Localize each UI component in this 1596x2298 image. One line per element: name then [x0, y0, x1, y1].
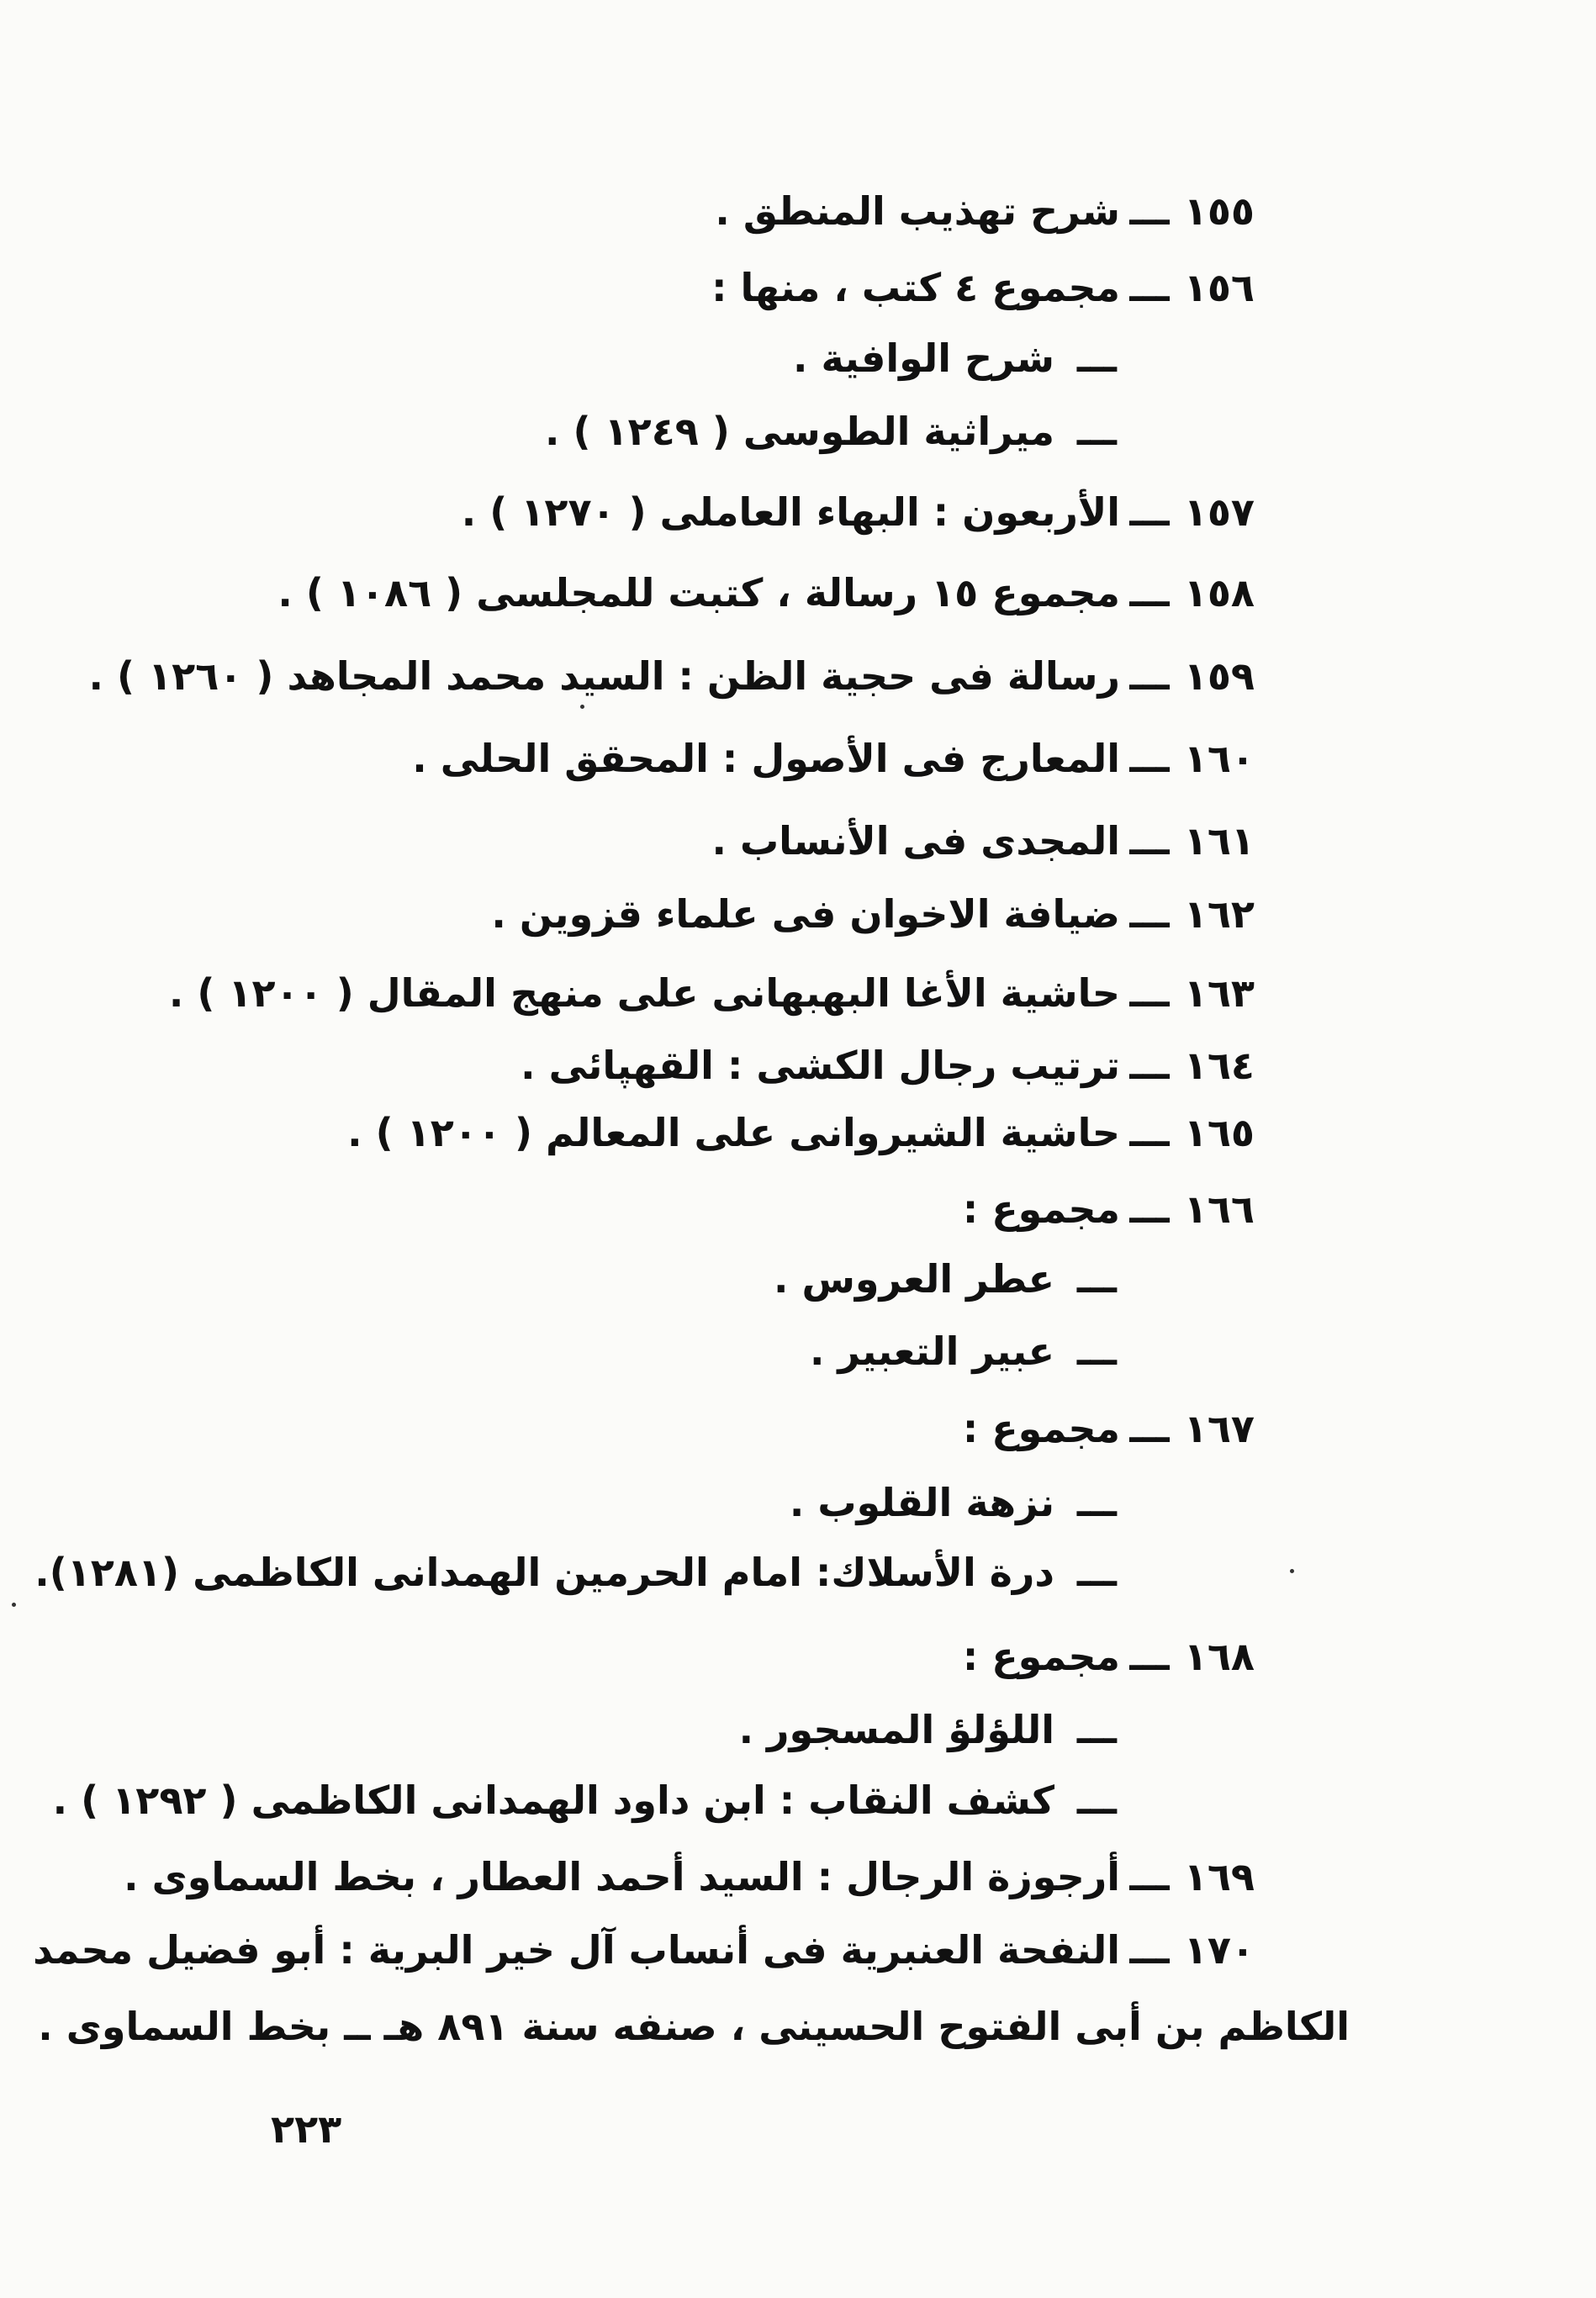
entry-165: [347, 1110, 1255, 1155]
entry-title: حاشية الشيروانى على المعالم ( ١٢٠٠ ) .: [347, 1110, 1120, 1155]
entry-dash: ـــ: [1076, 335, 1117, 381]
entry-dash: ـــ: [1129, 489, 1170, 535]
entry-number: ١٥٩: [1183, 653, 1255, 699]
sub-entry-title: عبير التعبير .: [809, 1329, 1054, 1374]
entry-title: المجدى فى الأنساب .: [711, 818, 1120, 864]
entry-dash: ـــ: [1129, 736, 1170, 781]
entry-dash: ـــ: [1129, 970, 1170, 1016]
entry-dash: ـــ: [1129, 1043, 1170, 1088]
entry-title: مجموع ٤ كتب ، منها :: [711, 265, 1120, 310]
sub-entry: [52, 1778, 1117, 1823]
entry-158: [277, 570, 1255, 615]
entry-number: ١٦٥: [1183, 1110, 1255, 1155]
entry-title: مجموع ١٥ رسالة ، كتبت للمجلسى ( ١٠٨٦ ) .: [277, 570, 1120, 615]
entry-160: [412, 736, 1255, 781]
entry-dash: ـــ: [1129, 1110, 1170, 1155]
entry-167: [962, 1406, 1255, 1451]
entry-number: ١٦٣: [1183, 970, 1255, 1016]
entry-162: [491, 891, 1255, 937]
entry-number: ١٦٨: [1183, 1634, 1255, 1679]
scan-speck: [12, 1603, 16, 1607]
entry-number: ١٦٤: [1183, 1043, 1255, 1088]
entry-title: الأربعون : البهاء العاملى ( ١٢٧٠ ) .: [461, 489, 1120, 535]
entry-title: ترتيب رجال الكشى : القهپائى .: [521, 1043, 1120, 1088]
entry-161: [711, 818, 1255, 864]
entry-number: ١٦٠: [1183, 736, 1255, 781]
sub-entry-title: نزهة القلوب .: [789, 1480, 1054, 1525]
entry-number: ١٦٩: [1183, 1854, 1255, 1899]
entry-number: ١٧٠: [1183, 1927, 1255, 1973]
entry-title: مجموع :: [962, 1186, 1120, 1232]
sub-entry: [738, 1707, 1117, 1752]
sub-entry-title: عطر العروس .: [773, 1256, 1054, 1302]
entry-number: ١٥٥: [1183, 188, 1255, 234]
entry-number: ١٦٦: [1183, 1186, 1255, 1232]
entry-title: النفحة العنبرية فى أنساب آل خير البرية : أبو فضيل محمد: [33, 1927, 1120, 1973]
entry-number: ١٦٢: [1183, 891, 1255, 937]
entry-number: ١٥٦: [1183, 265, 1255, 310]
entry-dash: ـــ: [1129, 1634, 1170, 1679]
entry-166: [962, 1186, 1255, 1232]
entry-163: [168, 970, 1255, 1016]
scan-speck: [580, 705, 584, 709]
entry-number: ١٦٧: [1183, 1406, 1255, 1451]
sub-entry: [789, 1480, 1117, 1525]
entry-dash: ـــ: [1129, 1854, 1170, 1899]
sub-entry-title: درة الأسلاك: امام الحرمين الهمدانى الكاظمى (١٢٨١).: [34, 1550, 1054, 1595]
entry-dash: ـــ: [1076, 1480, 1117, 1525]
entry-number: ١٥٧: [1183, 489, 1255, 535]
entry-164: [521, 1043, 1255, 1088]
sub-entry-title: كشف النقاب : ابن داود الهمدانى الكاظمى ( ١٢٩٢ ) .: [52, 1778, 1054, 1823]
entry-dash: ـــ: [1129, 653, 1170, 699]
sub-entry-title: شرح الوافية .: [793, 335, 1054, 381]
entry-168: [962, 1634, 1255, 1679]
scan-speck: [1290, 1569, 1294, 1573]
entry-dash: ـــ: [1076, 1256, 1117, 1302]
entry-dash: ـــ: [1076, 1550, 1117, 1595]
entry-title: أرجوزة الرجال : السيد أحمد العطار ، بخط السماوى .: [124, 1854, 1120, 1899]
entry-title: المعارج فى الأصول : المحقق الحلى .: [412, 736, 1120, 781]
entry-dash: ـــ: [1129, 818, 1170, 864]
entry-dash: ـــ: [1129, 1927, 1170, 1973]
entry-157: [461, 489, 1255, 535]
page-number: ٢٢٣: [271, 2106, 342, 2152]
entry-170-continuation: الكاظم بن أبى الفتوح الحسينى ، صنفه سنة ٨٩١ هـ ــ بخط السماوى .: [38, 2004, 1350, 2049]
entry-dash: ـــ: [1129, 265, 1170, 310]
entry-dash: ـــ: [1076, 409, 1117, 454]
sub-entry: [793, 335, 1117, 381]
entry-title: ضيافة الاخوان فى علماء قزوين .: [491, 891, 1120, 937]
entry-number: ١٥٨: [1183, 570, 1255, 615]
entry-155: [715, 188, 1255, 234]
entry-title: مجموع :: [962, 1634, 1120, 1679]
entry-title: شرح تهذيب المنطق .: [715, 188, 1120, 234]
entry-dash: ـــ: [1129, 1186, 1170, 1232]
entry-dash: ـــ: [1129, 188, 1170, 234]
sub-entry-title: اللؤلؤ المسجور .: [738, 1707, 1054, 1752]
entry-170: [33, 1927, 1255, 1973]
sub-entry: [34, 1550, 1117, 1595]
sub-entry: [545, 409, 1117, 454]
sub-entry-title: ميراثية الطوسى ( ١٢٤٩ ) .: [545, 409, 1054, 454]
entry-dash: ـــ: [1076, 1329, 1117, 1374]
sub-entry: [809, 1329, 1117, 1374]
entry-number: ١٦١: [1183, 818, 1255, 864]
entry-156: [711, 265, 1255, 310]
entry-169: [124, 1854, 1255, 1899]
entry-title: حاشية الأغا البهبهانى على منهج المقال ( ١٢٠٠ ) .: [168, 970, 1120, 1016]
entry-dash: ـــ: [1076, 1778, 1117, 1823]
sub-entry: [773, 1256, 1117, 1302]
entry-159: [88, 653, 1255, 699]
entry-dash: ـــ: [1129, 1406, 1170, 1451]
entry-dash: ـــ: [1129, 891, 1170, 937]
entry-title: رسالة فى حجية الظن : السيد محمد المجاهد ( ١٢٦٠ ) .: [88, 653, 1120, 699]
entry-dash: ـــ: [1076, 1707, 1117, 1752]
entry-title: مجموع :: [962, 1406, 1120, 1451]
entry-dash: ـــ: [1129, 570, 1170, 615]
